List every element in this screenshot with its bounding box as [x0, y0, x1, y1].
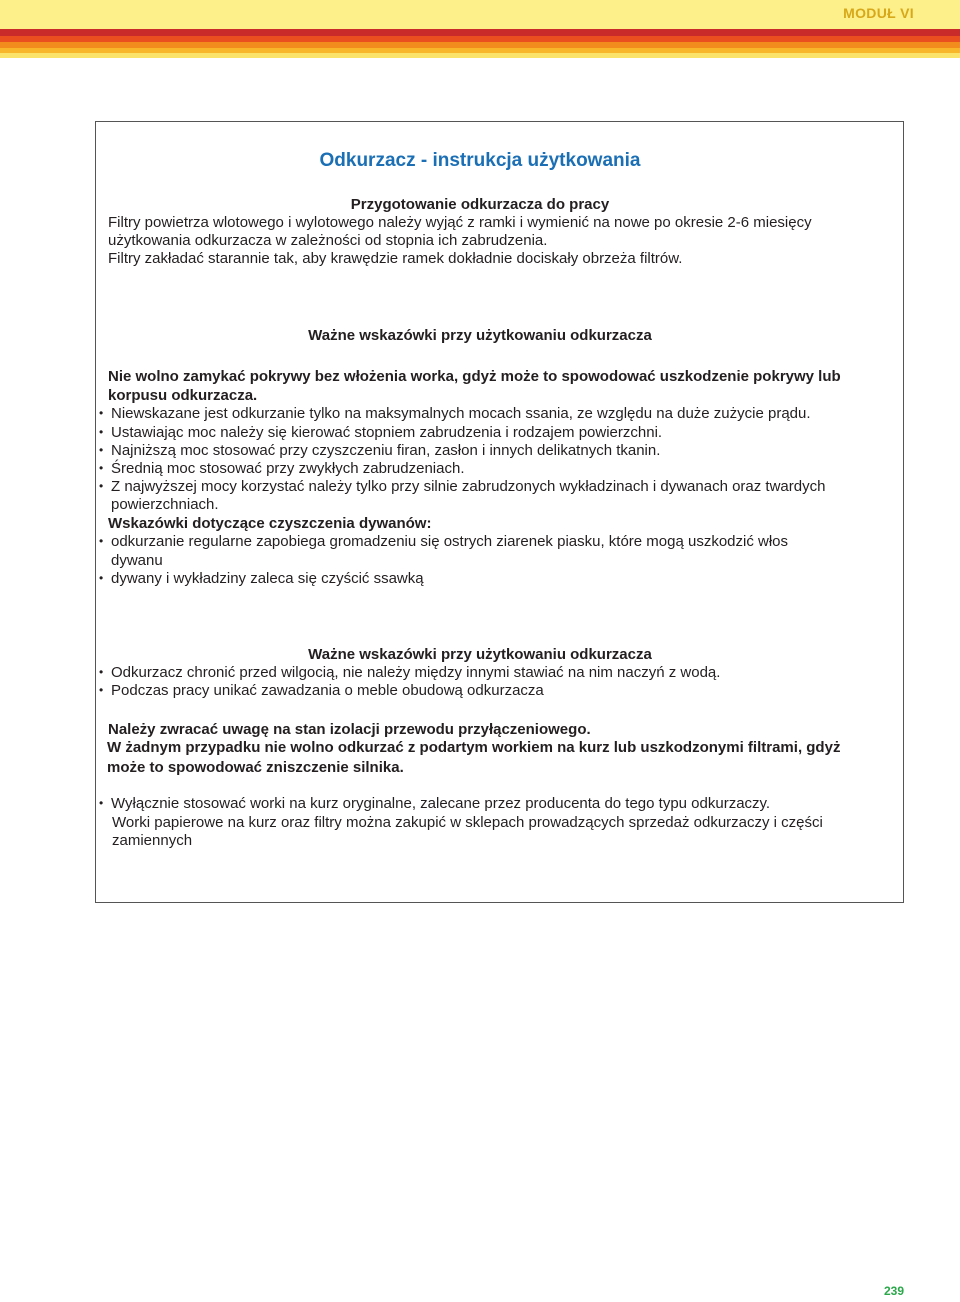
warning-2-line-3: może to spowodować zniszczenie silnika. [107, 759, 404, 776]
warning-1-line-1: Nie wolno zamykać pokrywy bez włożenia worka, gdyż może to spowodować uszkodzenie pokrywy lub [108, 368, 841, 385]
warning-2-line-2: W żadnym przypadku nie wolno odkurzać z podartym workiem na kurz lub uszkodzonymi filtrami, gdyż [107, 739, 841, 756]
list-item: • Ustawiając moc należy się kierować stopniem zabrudzenia i rodzajem powierzchni. [99, 424, 899, 442]
important-heading-1: Ważne wskazówki przy użytkowaniu odkurzacza [308, 327, 652, 344]
list-item-continuation: dywanu [111, 552, 163, 569]
header-stripe-red [0, 29, 960, 36]
header-stripe-yellow [0, 53, 960, 58]
warning-1-line-2: korpusu odkurzacza. [108, 387, 258, 404]
module-label: MODUŁ VI [843, 5, 914, 21]
document-title: Odkurzacz - instrukcja użytkowania [319, 150, 641, 171]
list-item: • Średnią moc stosować przy zwykłych zabrudzeniach. [99, 460, 899, 478]
list-item-continuation: powierzchniach. [111, 496, 219, 513]
prep-line-2: użytkowania odkurzacza w zależności od stopnia ich zabrudzenia. [108, 232, 548, 249]
final-line-2: Worki papierowe na kurz oraz filtry można zakupić w sklepach prowadzących sprzedaż odkurzaczy i części [112, 814, 823, 831]
list-item: • Niewskazane jest odkurzanie tylko na maksymalnych mocach ssania, ze względu na duże zużycie prądu. [99, 405, 899, 423]
list-item: • odkurzanie regularne zapobiega gromadzeniu się ostrych ziarenek piasku, które mogą uszkodzić włos [99, 533, 899, 551]
prep-line-3: Filtry zakładać starannie tak, aby krawędzie ramek dokładnie dociskały obrzeża filtrów. [108, 250, 683, 267]
final-line-3: zamiennych [112, 832, 193, 849]
list-item: • Z najwyższej mocy korzystać należy tylko przy silnie zabrudzonych wykładzinach i dywanach oraz twardych [99, 478, 899, 496]
list-item: • Wyłącznie stosować worki na kurz oryginalne, zalecane przez producenta do tego typu odkurzaczy. [99, 795, 899, 813]
carpets-heading: Wskazówki dotyczące czyszczenia dywanów: [108, 515, 432, 532]
header-bar [0, 0, 960, 29]
important-heading-2: Ważne wskazówki przy użytkowaniu odkurzacza [308, 646, 652, 663]
list-item: • dywany i wykładziny zaleca się czyścić ssawką [99, 570, 899, 588]
page-number: 239 [884, 1284, 905, 1298]
warning-2-line-1: Należy zwracać uwagę na stan izolacji przewodu przyłączeniowego. [108, 721, 591, 738]
list-item: • Odkurzacz chronić przed wilgocią, nie należy między innymi stawiać na nim naczyń z wodą. [99, 664, 899, 682]
prep-line-1: Filtry powietrza wlotowego i wylotowego należy wyjąć z ramki i wymienić na nowe po okresie 2-6 miesięcy [108, 214, 812, 231]
list-item: • Najniższą moc stosować przy czyszczeniu firan, zasłon i innych delikatnych tkanin. [99, 442, 899, 460]
list-item: • Podczas pracy unikać zawadzania o meble obudową odkurzacza [99, 682, 899, 700]
prep-heading: Przygotowanie odkurzacza do pracy [350, 196, 610, 213]
